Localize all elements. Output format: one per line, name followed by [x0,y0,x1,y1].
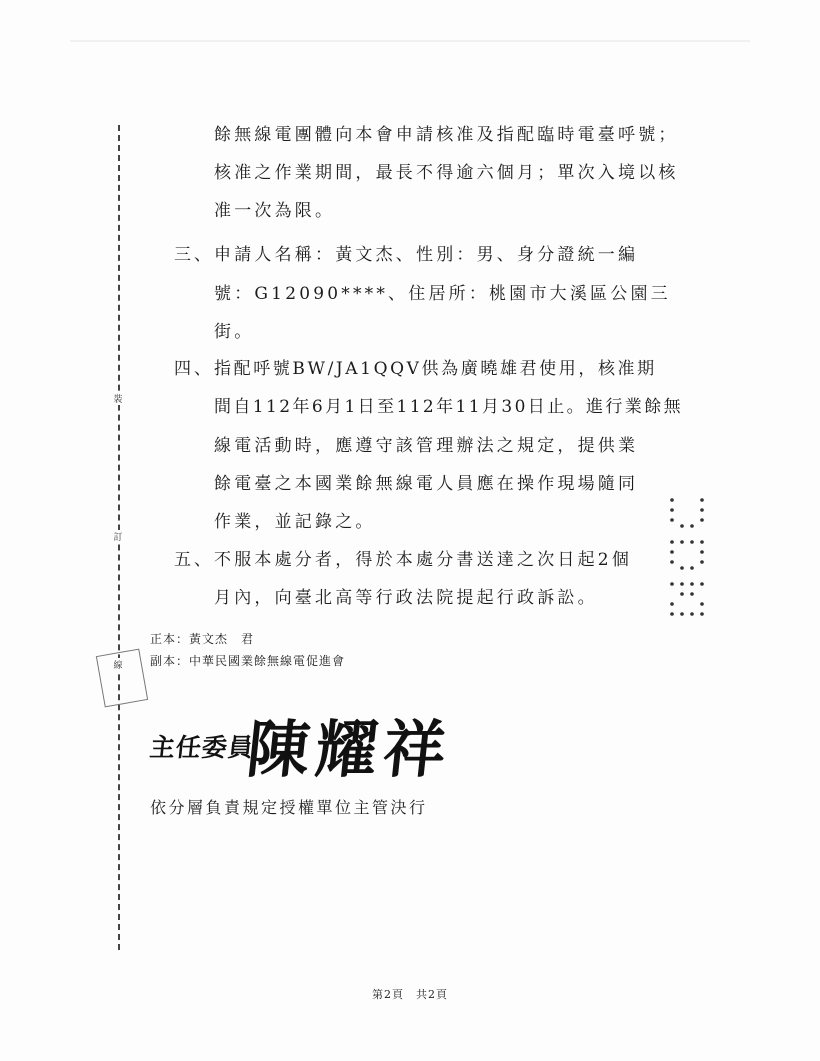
item-5-line-1: 不服本處分者，得於本處分書送達之次日起2個 [214,550,633,570]
continuation-line-2: 核准之作業期間，最長不得逾六個月；單次入境以核 [214,163,679,183]
item-3-line-2: 號：G12090****、住居所：桃園市大溪區公園三 [214,284,671,304]
signatory-name: 陳耀祥 [243,713,456,786]
page-number: 第2頁 共2頁 [372,988,448,1001]
continuation-line-1: 餘無線電團體向本會申請核准及指配臨時電臺呼號； [214,125,679,145]
item-4-line-3: 線電活動時，應遵守該管理辦法之規定，提供業 [214,436,639,456]
item-4-number: 四、 [174,359,214,379]
item-3-number: 三、 [174,245,214,265]
binding-mark-middle: 訂 [110,530,126,543]
seal-stamp-icon [96,649,148,708]
item-5-number: 五、 [174,550,214,570]
binding-mark-top: 裝 [110,392,126,405]
binding-mark-bottom: 線 [110,658,126,671]
original-recipient: 正本：黃文杰 君 [150,632,255,646]
item-4-line-4: 餘電臺之本國業餘無線電人員應在操作現場隨同 [214,474,639,494]
item-3-line-1: 申請人名稱：黃文杰、性別：男、身分證統一編 [214,245,639,265]
copy-recipient: 副本：中華民國業餘無線電促進會 [150,654,346,668]
item-3-line-3: 街。 [214,322,255,342]
continuation-line-3: 准一次為限。 [214,201,336,221]
item-4-line-1: 指配呼號BW/JA1QQV供為廣曉雄君使用，核准期 [214,359,657,379]
perforation-marks [668,496,708,620]
item-5-line-2: 月內，向臺北高等行政法院提起行政訴訟。 [214,588,598,608]
signatory-title: 主任委員 [148,733,256,762]
authorization-note: 依分層負責規定授權單位主管決行 [150,798,428,817]
scan-edge [70,40,750,42]
item-4-line-2: 間自112年6月1日至112年11月30日止。進行業餘無 [214,397,683,417]
item-4-line-5: 作業，並記錄之。 [214,512,376,532]
